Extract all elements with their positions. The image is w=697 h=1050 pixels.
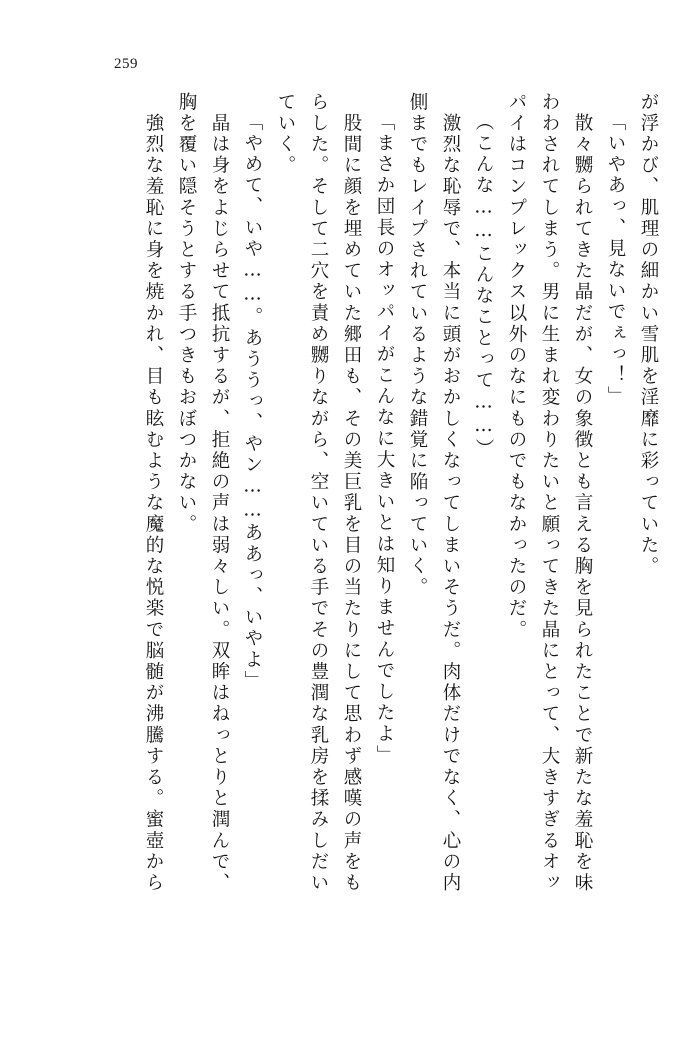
text-column: 「まさか団長のオッパイがこんなに大きいとは知りませんでしたよ」 [374, 112, 395, 767]
text-column: ていく。 [275, 92, 296, 177]
text-column: 胸を覆い隠そうとする手つきもおぼつかない。 [176, 92, 197, 536]
text-column: 股間に顔を埋めていた郷田も、その美巨乳を目の当たりにして思わず感嘆の声をも [341, 92, 362, 894]
text-column: 強烈な羞恥に身を焼かれ、目も眩むような魔的な悦楽で脳髄が沸騰する。蜜壺から [143, 92, 164, 894]
text-column: 「やめて、いや……。あううっ、やン……ああっ、いやよ」 [242, 112, 263, 692]
vertical-text-block [60, 92, 657, 972]
text-column: 散々嬲られてきた晶だが、女の象徴とも言える胸を見られたことで新たな羞恥を味 [572, 92, 593, 894]
text-column: パイはコンプレックス以外のなにものでもなかったのだ。 [506, 92, 527, 641]
text-column: 晶は身をよじらせて抵抗するが、拒絶の声は弱々しい。双眸はねっとりと潤んで、 [209, 92, 230, 894]
text-column: 側までもレイプされているような錯覚に陥っていく。 [407, 92, 428, 599]
text-column: らした。そして二穴を責め嬲りながら、空いている手でその豊潤な乳房を揉みしだい [308, 92, 329, 894]
text-column: （こんな……こんなことって……） [473, 112, 494, 460]
text-column: が浮かび、肌理の細かい雪肌を淫靡に彩っていた。 [638, 92, 659, 578]
text-column: 激烈な恥辱で、本当に頭がおかしくなってしまいそうだ。肉体だけでなく、心の内 [440, 92, 461, 894]
text-column: わわされてしまう。男に生まれ変わりたいと願ってきた晶にとって、大きすぎるオッ [539, 92, 560, 894]
text-column: 「いやあっ、見ないでぇっ！」 [605, 112, 626, 408]
page-number: 259 [114, 56, 138, 72]
